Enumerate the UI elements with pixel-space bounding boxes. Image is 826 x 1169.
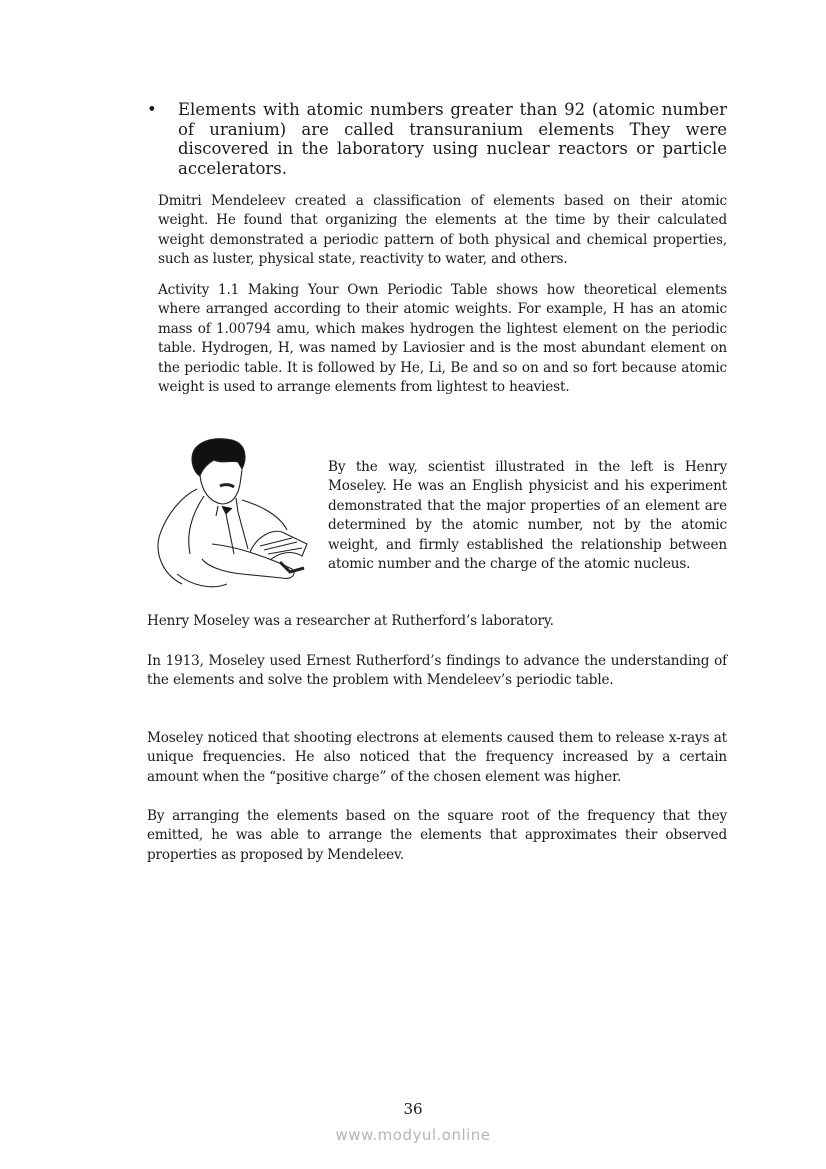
paragraph-activity: Activity 1.1 Making Your Own Periodic Table shows how theoretical elements where arranged according to their atomic weights. For example, H has an atomic mass of 1.00794 amu, which makes hydrogen the lightest element on the periodic table. Hydrogen, H, was named by Laviosier and is the most abundant element on the periodic table. It is followed by He, Li, Be and so on and so fort because atomic weight is used to arrange elements from lightest to heaviest.	[158, 281, 727, 396]
paragraph-1913: In 1913, Moseley used Ernest Rutherford’s findings to advance the understanding of the elements and solve the problem with Mendeleev’s periodic table.	[147, 652, 727, 689]
paragraph-arranging: By arranging the elements based on the square root of the frequency that they emitted, he was able to arrange the elements that approximates their observed properties as proposed by Mendeleev.	[147, 807, 727, 863]
bullet-text: Elements with atomic numbers greater than 92 (atomic number of uranium) are called transuranium elements They were discovered in the laboratory using nuclear reactors or particle accelerators.	[178, 100, 727, 178]
henry-moseley-illustration	[152, 434, 317, 594]
bullet-marker: •	[147, 100, 157, 119]
paragraph-moseley-caption: By the way, scientist illustrated in the left is Henry Moseley. He was an English physicist and his experiment demonstrated that the major properties of an element are determined by the atomic number, not by the atomic weight, and firmly established the relationship between atomic number and the charge of the atomic nucleus.	[328, 458, 727, 573]
page-number: 36	[403, 1100, 423, 1118]
watermark: www.modyul.online	[335, 1126, 491, 1144]
paragraph-researcher: Henry Moseley was a researcher at Rutherford’s laboratory.	[147, 612, 554, 629]
paragraph-xrays: Moseley noticed that shooting electrons at elements caused them to release x-rays at unique frequencies. He also noticed that the frequency increased by a certain amount when the “positive charge” of the chosen element was higher.	[147, 729, 727, 785]
paragraph-mendeleev: Dmitri Mendeleev created a classification of elements based on their atomic weight. He found that organizing the elements at the time by their calculated weight demonstrated a periodic pattern of both physical and chemical properties, such as luster, physical state, reactivity to water, and others.	[158, 192, 727, 268]
